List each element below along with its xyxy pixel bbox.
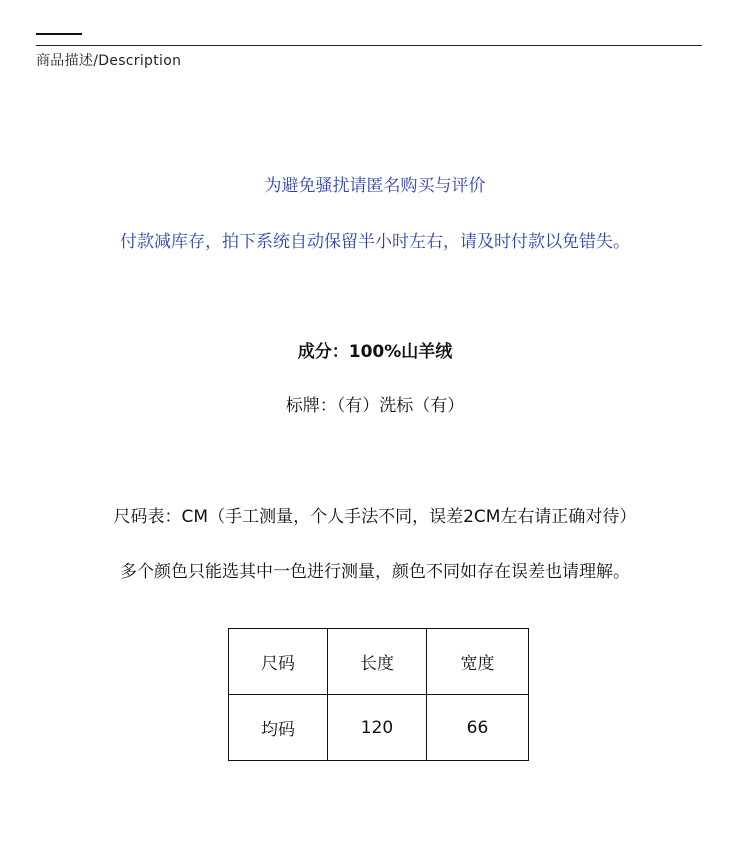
table-cell: 66 <box>427 695 529 761</box>
table-cell: 均码 <box>229 695 328 761</box>
anonymous-purchase-notice: 为避免骚扰请匿名购买与评价 <box>264 176 486 196</box>
size-table <box>228 628 529 761</box>
size-chart-note: 尺码表：CM（手工测量，个人手法不同，误差2CM左右请正确对待） <box>113 507 637 527</box>
color-measurement-note: 多个颜色只能选其中一色进行测量，颜色不同如存在误差也请理解。 <box>120 562 630 582</box>
labels-text: 标牌：（有）洗标（有） <box>285 396 465 416</box>
table-cell: 120 <box>328 695 427 761</box>
header-divider <box>36 45 702 46</box>
header-accent-line <box>36 33 82 35</box>
table-row <box>229 695 529 761</box>
table-header-cell: 尺码 <box>229 629 328 695</box>
table-header-row <box>229 629 529 695</box>
table-header-cell: 宽度 <box>427 629 529 695</box>
payment-notice: 付款减库存，拍下系统自动保留半小时左右，请及时付款以免错失。 <box>120 232 630 252</box>
composition-text: 成分：100%山羊绒 <box>297 342 453 362</box>
section-title: 商品描述/Description <box>36 53 182 69</box>
table-header-cell: 长度 <box>328 629 427 695</box>
